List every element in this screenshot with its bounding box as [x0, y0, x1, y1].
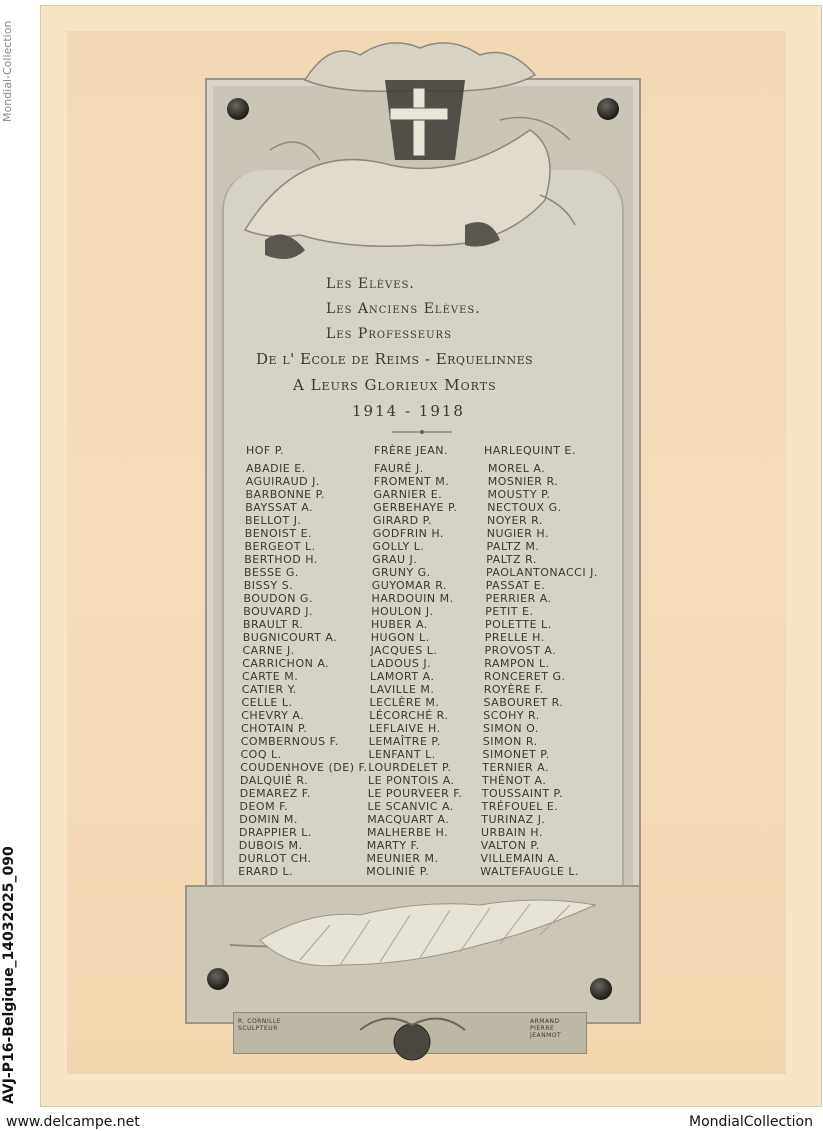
memorial-name: CARNE J.: [242, 644, 295, 657]
memorial-name: COMBERNOUS F.: [240, 735, 339, 748]
memorial-name: RONCERET G.: [484, 670, 566, 683]
memorial-name: DOMIN M.: [239, 813, 298, 826]
memorial-name: LE PONTOIS A.: [368, 774, 455, 787]
memorial-name: PALTZ M.: [486, 540, 540, 553]
memorial-name: ERARD L.: [238, 865, 294, 878]
inscription-line-5: A Leurs Glorieux Morts: [293, 376, 497, 394]
memorial-name: CHOTAIN P.: [241, 722, 308, 735]
memorial-name: SIMON R.: [482, 735, 538, 748]
column-header: FRÈRE JEAN.: [374, 444, 448, 457]
memorial-name: DEMAREZ F.: [239, 787, 311, 800]
memorial-name: SIMONET P.: [482, 748, 550, 761]
memorial-name: LOURDELET P.: [368, 761, 452, 774]
memorial-name: HOULON J.: [371, 605, 434, 618]
memorial-name: POLETTE L.: [485, 618, 552, 631]
sculptor-signature: R. CORNILLE SCULPTEUR: [238, 1018, 282, 1032]
memorial-name: DURLOT CH.: [238, 852, 312, 865]
memorial-name: LAVILLE M.: [369, 683, 435, 696]
memorial-name: TERNIER A.: [482, 761, 549, 774]
memorial-name: BRAULT R.: [243, 618, 304, 631]
inscription-line-1: Les Elèves.: [326, 276, 415, 292]
reference-code: AVJ-P16-Belgique_14032025_090: [1, 846, 17, 1104]
memorial-name: GIRARD P.: [373, 514, 433, 527]
memorial-name: BAYSSAT A.: [245, 501, 314, 514]
memorial-name: BENOIST E.: [244, 527, 313, 540]
memorial-name: GRUNY G.: [372, 566, 431, 579]
memorial-name: MEUNIER M.: [366, 852, 439, 865]
watermark-vertical: Mondial-Collection: [1, 20, 14, 122]
memorial-name: DEOM F.: [239, 800, 289, 813]
memorial-name: GARNIER E.: [373, 488, 443, 501]
inscription-line-3: Les Professeurs: [326, 326, 452, 342]
memorial-name: SIMON O.: [483, 722, 539, 735]
memorial-name: BERGEOT L.: [244, 540, 316, 553]
memorial-name: CELLE L.: [241, 696, 293, 709]
memorial-name: PALTZ R.: [486, 553, 537, 566]
memorial-name: BOUVARD J.: [243, 605, 314, 618]
memorial-name: GRAU J.: [372, 553, 418, 566]
memorial-name: CARRICHON A.: [242, 657, 330, 670]
memorial-name: TOUSSAINT P.: [481, 787, 563, 800]
memorial-name: HARDOUIN M.: [371, 592, 454, 605]
memorial-name: PERRIER A.: [485, 592, 552, 605]
memorial-name: BESSE G.: [244, 566, 299, 579]
memorial-name: LE SCANVIC A.: [367, 800, 454, 813]
memorial-name: MARTY F.: [366, 839, 420, 852]
memorial-name: BOUDON G.: [243, 592, 313, 605]
memorial-name: BISSY S.: [243, 579, 294, 592]
emblem-icon: [360, 1019, 465, 1060]
memorial-name: PETIT E.: [485, 605, 534, 618]
inscription-line-2: Les Anciens Elèves.: [326, 301, 481, 317]
memorial-name: COUDENHOVE (DE) F.: [240, 761, 368, 774]
memorial-name: ABADIE E.: [246, 462, 306, 475]
memorial-name: LADOUS J.: [370, 657, 432, 670]
memorial-name: CHEVRY A.: [241, 709, 305, 722]
memorial-name: TRÉFOUEL E.: [481, 800, 559, 813]
memorial-name: DALQUIÉ R.: [240, 774, 309, 787]
memorial-name: GUYOMAR R.: [371, 579, 448, 592]
memorial-name: CATIER Y.: [241, 683, 297, 696]
memorial-name: NOYER R.: [487, 514, 543, 527]
memorial-name: BELLOT J.: [245, 514, 302, 527]
memorial-name: TURINAZ J.: [481, 813, 546, 826]
memorial-name: SCOHY R.: [483, 709, 540, 722]
maker-signature: ARMAND PIERRE JEANMOT: [530, 1018, 562, 1039]
memorial-name: MOREL A.: [488, 462, 546, 475]
memorial-name: THÉNOT A.: [482, 774, 547, 787]
memorial-name: URBAIN H.: [481, 826, 543, 839]
memorial-name: BERTHOD H.: [244, 553, 318, 566]
memorial-name: GOLLY L.: [372, 540, 425, 553]
memorial-name: PROVOST A.: [484, 644, 557, 657]
memorial-name: VALTON P.: [480, 839, 540, 852]
memorial-name: LÉCORCHÉ R.: [369, 709, 449, 722]
memorial-name: DUBOIS M.: [238, 839, 303, 852]
memorial-name: PAOLANTONACCI J.: [486, 566, 598, 579]
memorial-name: LEFLAIVE H.: [369, 722, 441, 735]
memorial-name: WALTEFAUGLE L.: [480, 865, 579, 878]
memorial-name: BUGNICOURT A.: [242, 631, 338, 644]
memorial-name: BARBONNE P.: [245, 488, 326, 501]
memorial-name: NUGIER H.: [486, 527, 549, 540]
memorial-name: GERBEHAYE P.: [373, 501, 458, 514]
memorial-name: FAURÉ J.: [374, 462, 424, 475]
column-header: HOF P.: [246, 444, 285, 457]
memorial-name: LECLÈRE M.: [369, 696, 440, 709]
memorial-name: RAMPON L.: [484, 657, 550, 670]
memorial-name: LENFANT L.: [368, 748, 436, 761]
memorial-name: JACQUES L.: [370, 644, 438, 657]
memorial-name: HUBER A.: [371, 618, 428, 631]
memorial-name: CARTE M.: [242, 670, 299, 683]
memorial-name: HUGON L.: [370, 631, 430, 644]
footer-website[interactable]: www.delcampe.net: [6, 1114, 140, 1130]
memorial-name: ROYÈRE F.: [483, 683, 544, 696]
memorial-name: MOLINIÉ P.: [366, 865, 430, 878]
memorial-name: LAMORT A.: [370, 670, 435, 683]
inscription-years: 1914 - 1918: [352, 402, 465, 420]
memorial-name: MOUSTY P.: [487, 488, 551, 501]
memorial-name: GODFRIN H.: [372, 527, 444, 540]
memorial-name: MOSNIER R.: [487, 475, 559, 488]
inscription-line-4: De l' Ecole de Reims - Erquelinnes: [256, 350, 534, 368]
memorial-name: SABOURET R.: [483, 696, 564, 709]
memorial-name: MACQUART A.: [367, 813, 450, 826]
memorial-name: LE POURVEER F.: [367, 787, 463, 800]
footer-brand[interactable]: MondialCollection: [688, 1114, 813, 1130]
memorial-name: COQ L.: [240, 748, 282, 761]
memorial-name: VILLEMAIN A.: [480, 852, 560, 865]
memorial-name: NECTOUX G.: [487, 501, 562, 514]
memorial-name: DRAPPIER L.: [239, 826, 312, 839]
memorial-name: MALHERBE H.: [367, 826, 449, 839]
column-header: HARLEQUINT E.: [484, 444, 576, 457]
memorial-name: LEMAÎTRE P.: [368, 735, 441, 748]
cross-icon: [305, 43, 535, 160]
memorial-name: AGUIRAUD J.: [245, 475, 320, 488]
memorial-name: FROMENT M.: [373, 475, 450, 488]
memorial-name: PASSAT E.: [485, 579, 546, 592]
memorial-name: PRELLE H.: [484, 631, 545, 644]
palm-frond-icon: [230, 900, 595, 966]
